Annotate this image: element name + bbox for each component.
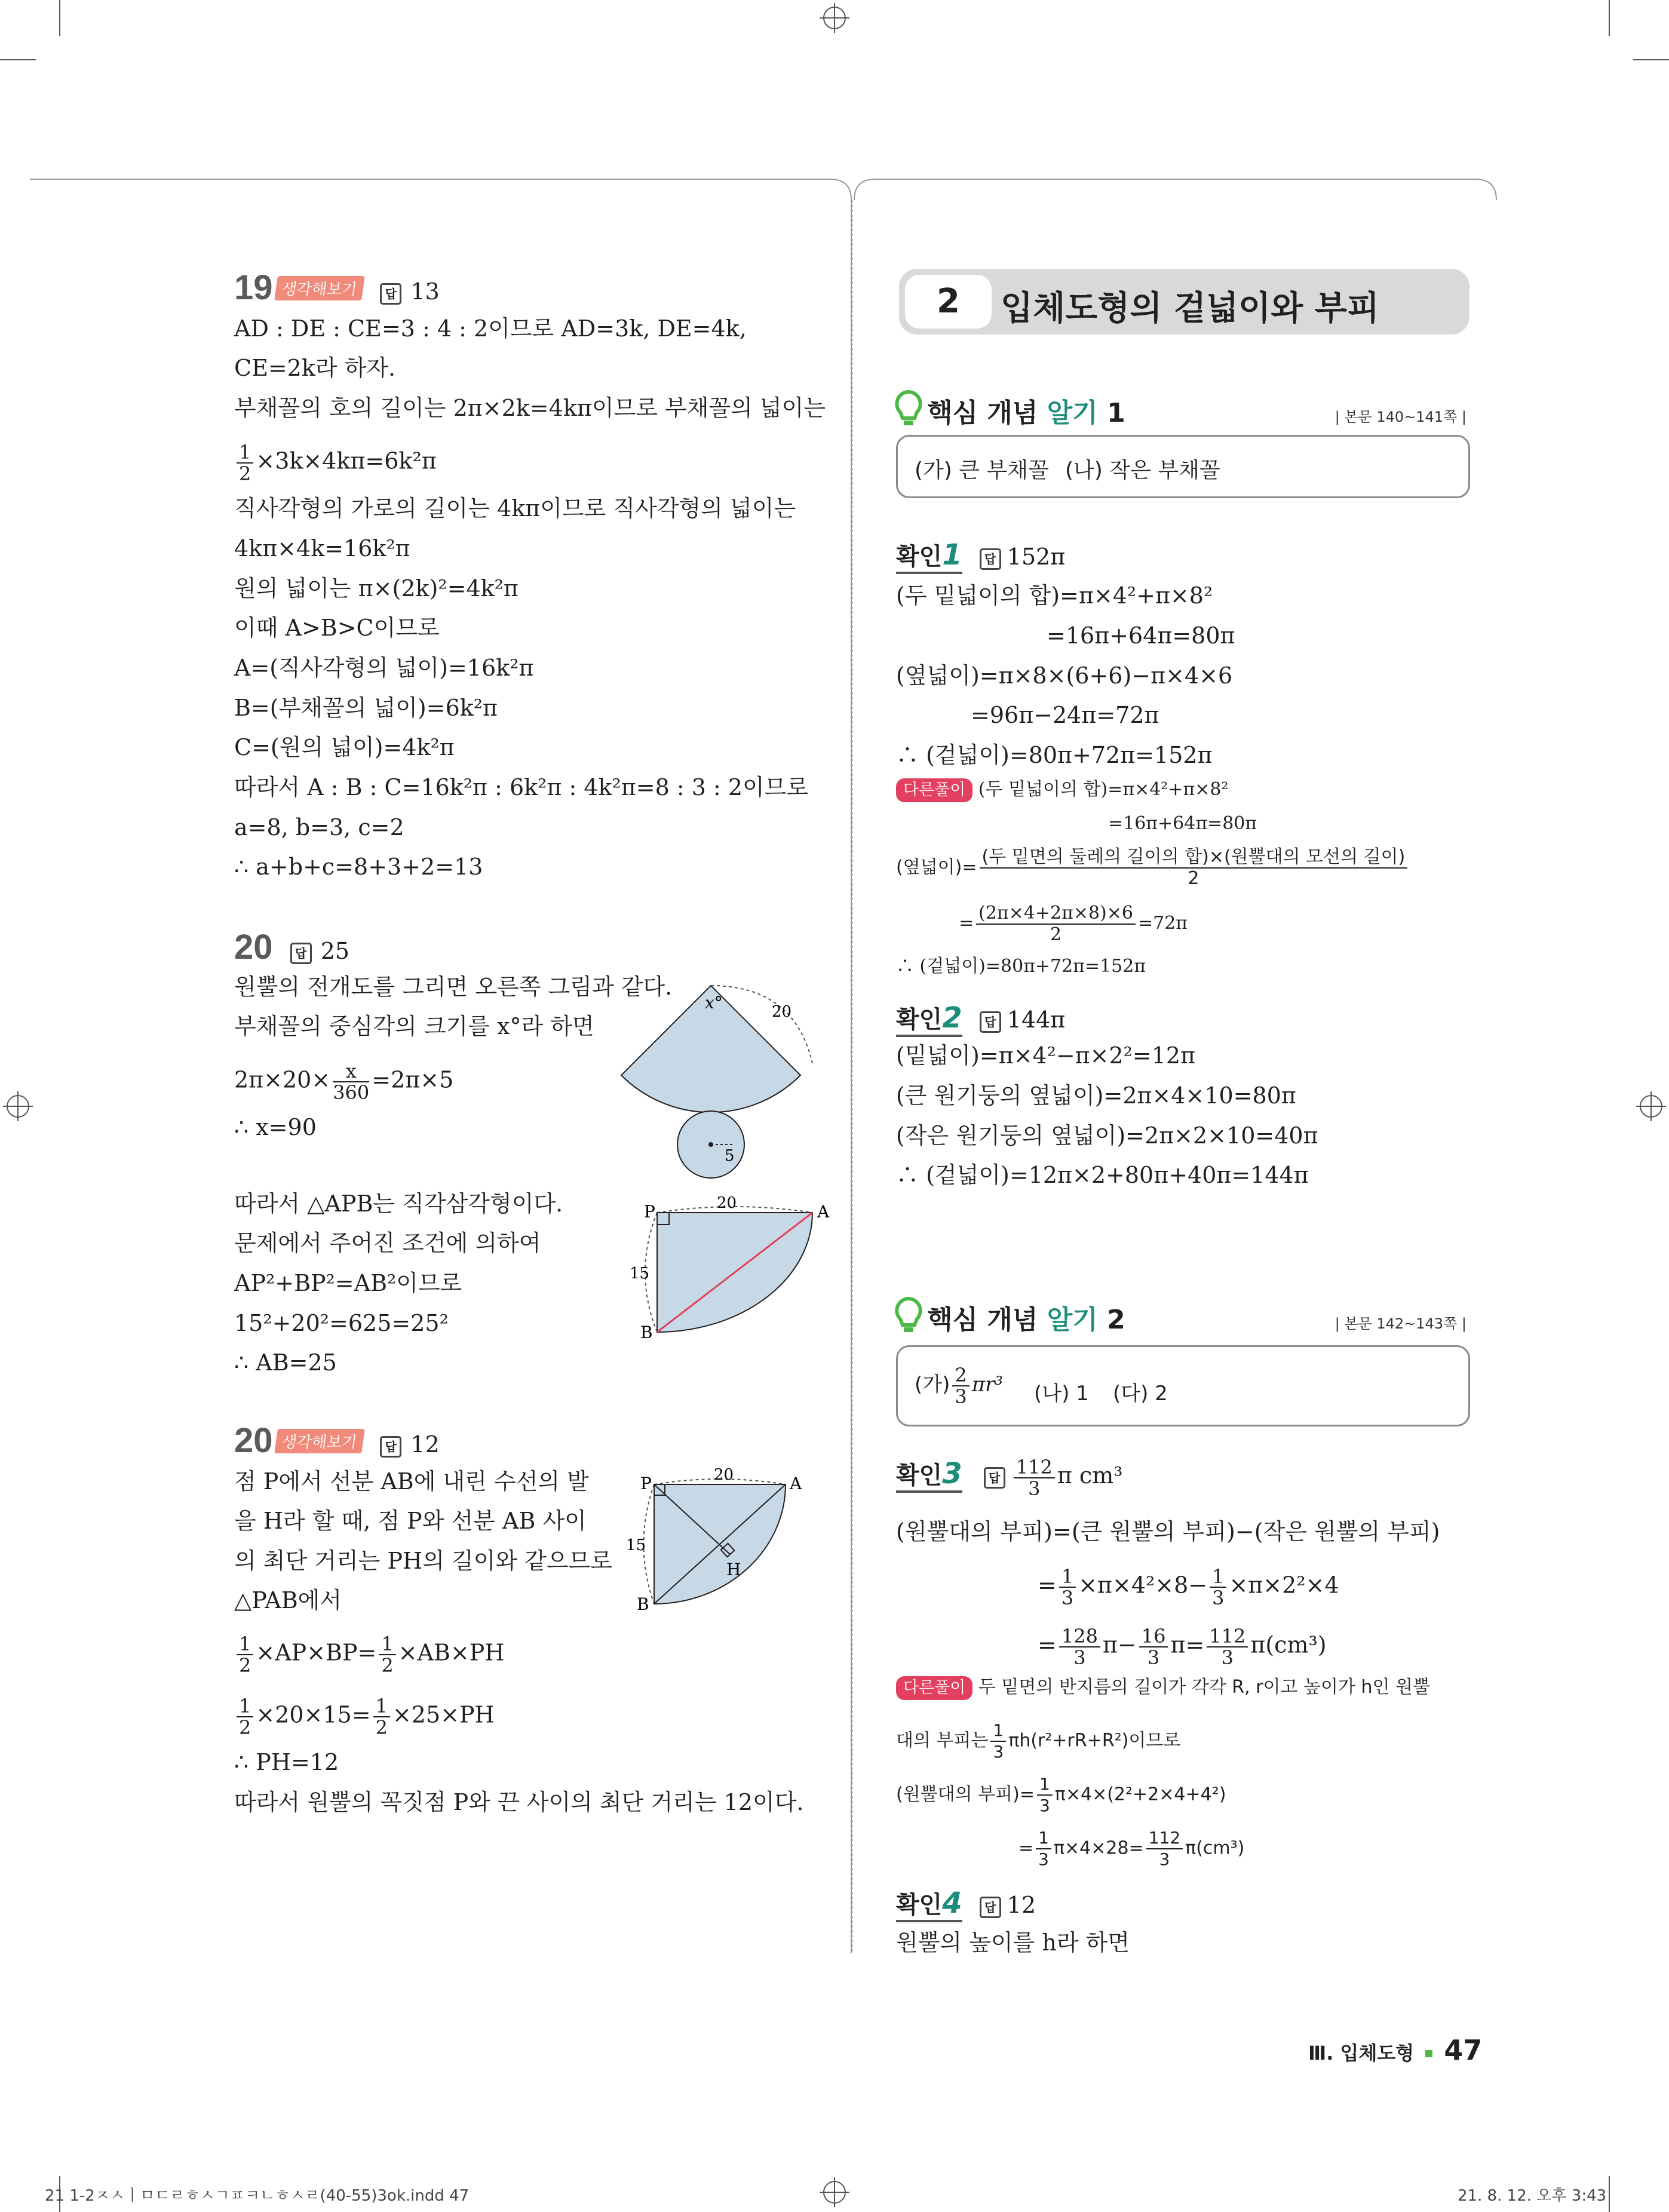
concept-1-box — [896, 435, 1470, 498]
text-line: ∴ PH=12 — [234, 1749, 339, 1775]
text-line: B=(부채꼴의 넓이)=6k²π — [234, 695, 498, 721]
problem-number: 20 — [234, 928, 273, 967]
text-line: = $\frac{(2\pi\times 4+2\pi\times 8)\times 6}{2}$ =72π — [959, 903, 1188, 945]
svg-text:15: 15 — [626, 1536, 646, 1554]
check-2-heading: 확인2 답 144π — [896, 1001, 1065, 1035]
page-ref: | 본문 142~143쪽 | — [1334, 1315, 1466, 1332]
text-line: 문제에서 주어진 조건에 의하여 — [234, 1230, 541, 1256]
page-footer — [1308, 2034, 1482, 2066]
answer-icon: 답 — [290, 943, 312, 964]
text-line: 따라서 A : B : C=16k²π : 6k²π : 4k²π=8 : 3 : 2이므로 — [234, 774, 809, 800]
text-line: 점 P에서 선분 AB에 내린 수선의 발 — [234, 1468, 589, 1495]
text-line: $\frac{1}{2}$ ×AP×BP= $\frac{1}{2}$ ×AB×PH — [234, 1634, 505, 1676]
answer: 12 — [1007, 1892, 1036, 1918]
text-line: 4kπ×4k=16k²π — [234, 535, 410, 562]
text-line: = $\frac{1}{3}$ π×4×28= $\frac{112}{3}$ π(cm³) — [1018, 1828, 1245, 1869]
angle-label: x° — [705, 993, 723, 1013]
alt-line: 다른풀이 (두 밑넓이의 합)=π×4²+π×8² — [896, 775, 1228, 805]
text-line: (밑넓이)=π×4²−π×2²=12π — [896, 1042, 1196, 1069]
text-line: (원뿔대의 부피)=(큰 원뿔의 부피)−(작은 원뿔의 부피) — [896, 1518, 1440, 1545]
text-line: ∴ a+b+c=8+3+2=13 — [234, 854, 483, 880]
text-line: 원의 넓이는 π×(2k)²=4k²π — [234, 575, 519, 602]
text-line: CE=2k라 하자. — [234, 355, 396, 381]
answer: 144π — [1007, 1007, 1066, 1033]
section-number: 2 — [905, 275, 992, 329]
answer: 152π — [1007, 544, 1066, 570]
text-line: A=(직사각형의 넓이)=16k²π — [234, 655, 534, 681]
answer-icon: 답 — [980, 1897, 1001, 1918]
svg-text:20: 20 — [717, 1195, 737, 1212]
print-slug-right: 21. 8. 12. 오후 3:43 — [1458, 2187, 1607, 2205]
lightbulb-icon — [893, 1295, 924, 1337]
text-line: (옆넓이)=π×8×(6+6)−π×4×6 — [896, 662, 1233, 689]
text-line: (옆넓이)= $\frac{\text{(두 밑면의 둘레의 길이의 합)×(원뿔대의 모선의 길이)}}{2}$ — [896, 847, 1410, 889]
svg-text:P: P — [644, 1202, 655, 1222]
fraction: $\frac{1}{2}$ — [237, 442, 253, 484]
answer-icon: 답 — [980, 1011, 1001, 1033]
svg-text:H: H — [726, 1560, 741, 1579]
problem-number: 19 — [234, 268, 273, 307]
text-line: (작은 원기둥의 옆넓이)=2π×2×10=40π — [896, 1122, 1318, 1149]
blank-answer: (다) 2 — [1113, 1382, 1168, 1406]
text-line: 원뿔의 높이를 h라 하면 — [896, 1929, 1130, 1956]
text-line: (큰 원기둥의 옆넓이)=2π×4×10=80π — [896, 1082, 1296, 1109]
slant-label: 20 — [772, 1003, 792, 1021]
text-line: ∴ (겉넓이)=12π×2+80π+40π=144π — [896, 1162, 1309, 1188]
check-3-heading: 확인3 답 $\frac{112}{3}$ π cm³ — [896, 1455, 1123, 1500]
alt-line: 다른풀이 두 밑면의 반지름의 길이가 각각 R, r이고 높이가 h인 원뿔 — [896, 1673, 1430, 1702]
blank-answer: (가) $\frac{2}{3}$ πr³ — [915, 1364, 1003, 1408]
text-line: 대의 부피는 $\frac{1}{3}$ πh(r²+rR+R²)이므로 — [896, 1720, 1181, 1762]
text-line: AP²+BP²=AB²이므로 — [234, 1270, 462, 1296]
concept-title: 핵심 개념 알기 2 — [927, 1305, 1125, 1335]
blank-answer: (나) 1 — [1034, 1382, 1089, 1406]
text-line: $\frac{1}{2}$ ×20×15= $\frac{1}{2}$ ×25×PH — [234, 1696, 495, 1738]
print-slug-left: 21 1-2ㅈㅅㅣㅁㄷㄹㅎㅅㄱㅍㅋㄴㅎㅅㄹ(40-55)3ok.indd 47 — [45, 2187, 470, 2205]
answer-icon: 답 — [380, 283, 401, 305]
text-line: 따라서 △APB는 직각삼각형이다. — [234, 1191, 563, 1217]
blank-answer: (가) 큰 부채꼴 — [915, 458, 1049, 483]
svg-text:B: B — [640, 1323, 653, 1342]
svg-text:15: 15 — [630, 1265, 650, 1283]
text-line: =16π+64π=80π — [1047, 622, 1235, 649]
check-4-heading: 확인4 답 12 — [896, 1886, 1036, 1920]
svg-text:A: A — [817, 1202, 830, 1222]
footer-section: Ⅲ. 입체도형 — [1308, 2042, 1415, 2064]
text-line: 원뿔의 전개도를 그리면 오른쪽 그림과 같다. — [234, 974, 673, 1000]
answer: 13 — [410, 278, 440, 305]
problem-number: 20 — [234, 1421, 273, 1460]
text-line: ∴ (겉넓이)=80π+72π=152π — [896, 742, 1213, 768]
answer: 25 — [320, 938, 350, 964]
text-line: $\frac{1}{2}$ ×3k×4kπ=6k²π — [234, 442, 437, 484]
text-line: a=8, b=3, c=2 — [234, 814, 404, 840]
answer: π cm³ — [1057, 1462, 1123, 1489]
concept-2-box — [896, 1345, 1470, 1426]
section-header — [899, 269, 1469, 335]
svg-text:A: A — [790, 1474, 802, 1493]
concept-1-header — [893, 388, 1466, 430]
lightbulb-icon — [893, 388, 924, 430]
radius-label: 5 — [725, 1147, 735, 1165]
blank-answer: (나) 작은 부채꼴 — [1065, 458, 1220, 483]
page-ref: | 본문 140~141쪽 | — [1334, 409, 1466, 425]
text-line: 부채꼴의 호의 길이는 2π×2k=4kπ이므로 부채꼴의 넓이는 — [234, 395, 826, 421]
concept-title: 핵심 개념 알기 1 — [927, 398, 1125, 428]
text-line: 을 H라 할 때, 점 P와 선분 AB 사이 — [234, 1508, 587, 1534]
text-line: = $\frac{128}{3}$ π− $\frac{16}{3}$ π= $\frac{112}{3}$ π(cm³) — [1038, 1625, 1327, 1669]
text-line: C=(원의 넓이)=4k²π — [234, 734, 455, 760]
answer: 12 — [410, 1431, 440, 1458]
svg-text:P: P — [640, 1474, 652, 1493]
concept-2-header — [893, 1295, 1466, 1337]
answer-icon: 답 — [380, 1436, 401, 1458]
quarter-circle-figure — [627, 1195, 842, 1350]
svg-text:20: 20 — [714, 1467, 734, 1484]
quarter-circle-h-figure — [621, 1467, 836, 1622]
svg-text:B: B — [637, 1594, 649, 1614]
think-badge: 생각해보기 — [274, 276, 364, 300]
text-line: 직사각형의 가로의 길이는 4kπ이므로 직사각형의 넓이는 — [234, 495, 796, 521]
text-line: ∴ x=90 — [234, 1114, 317, 1140]
text-line: 의 최단 거리는 PH의 길이와 같으므로 — [234, 1548, 613, 1574]
footer-bullet — [1425, 2050, 1432, 2057]
alt-solution-badge: 다른풀이 — [896, 1676, 972, 1700]
text-line: ∴ (겉넓이)=80π+72π=152π — [896, 956, 1146, 977]
answer-icon: 답 — [984, 1467, 1005, 1489]
text-line: 15²+20²=625=25² — [234, 1310, 449, 1336]
text-line: 이때 A>B>C이므로 — [234, 615, 440, 641]
text-line: 따라서 원뿔의 꼭짓점 P와 끈 사이의 최단 거리는 12이다. — [234, 1789, 804, 1815]
text-line: (원뿔대의 부피)= $\frac{1}{3}$ π×4×(2²+2×4+4²) — [896, 1774, 1226, 1815]
check-1-heading: 확인1 답 152π — [896, 538, 1065, 572]
text-line: =16π+64π=80π — [1108, 813, 1257, 834]
page-number: 47 — [1444, 2034, 1483, 2066]
text-line: 부채꼴의 중심각의 크기를 x°라 하면 — [234, 1013, 594, 1039]
fraction: $\frac{x}{360}$ — [333, 1060, 370, 1104]
think-badge: 생각해보기 — [274, 1429, 364, 1453]
cone-net-figure — [615, 974, 830, 1189]
text-line: (두 밑넓이의 합)=π×4²+π×8² — [896, 582, 1213, 609]
text-line: =96π−24π=72π — [971, 702, 1159, 728]
text-line: = $\frac{1}{3}$ ×π×4²×8− $\frac{1}{3}$ ×π×2²×4 — [1038, 1565, 1339, 1609]
text-line: △PAB에서 — [234, 1587, 342, 1613]
text-line: 2π×20× $\frac{x}{360}$ =2π×5 — [234, 1060, 454, 1104]
answer-icon: 답 — [980, 548, 1001, 570]
alt-solution-badge: 다른풀이 — [896, 778, 972, 802]
text-line: ∴ AB=25 — [234, 1349, 337, 1376]
section-title: 입체도형의 겉넓이와 부피 — [1001, 289, 1380, 328]
text-line: AD : DE : CE=3 : 4 : 2이므로 AD=3k, DE=4k, — [234, 315, 747, 342]
